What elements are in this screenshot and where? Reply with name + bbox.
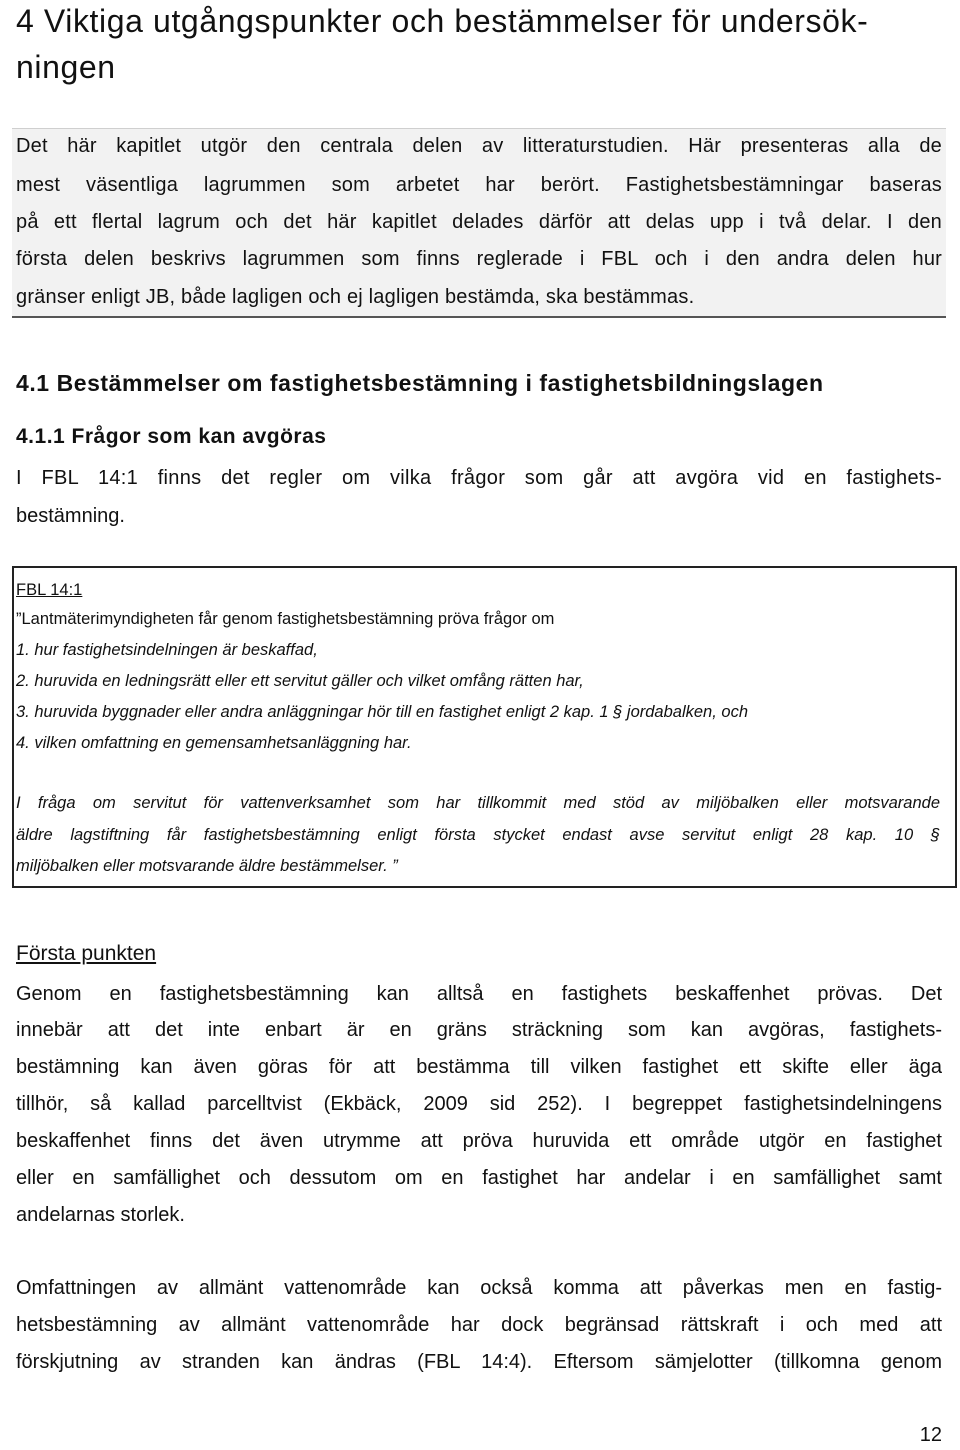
intro-line: mest väsentliga lagrummen som arbetet har berört. Fastighetsbestämningar baseras — [16, 174, 942, 196]
body-line: eller en samfällighet och dessutom om en fastighet har andelar i en samfällighet samt — [16, 1167, 942, 1189]
body-line: I FBL 14:1 finns det regler om vilka frågor som går att avgöra vid en fastighets- — [16, 467, 942, 489]
section-heading-4-1-1: 4.1.1 Frågor som kan avgöras — [16, 425, 327, 448]
body-line: förskjutning av stranden kan ändras (FBL 14:4). Eftersom sämjelotter (tillkomna genom — [16, 1351, 942, 1373]
law-reference: FBL 14:1 — [16, 581, 83, 599]
law-paragraph-line: miljöbalken eller motsvarande äldre bestämmelser. ” — [16, 857, 398, 875]
law-list-item: 1. hur fastighetsindelningen är beskaffad, — [16, 641, 318, 659]
body-line: hetsbestämning av allmänt vattenområde har dock begränsad rättskraft i och med att — [16, 1314, 942, 1336]
body-line: innebär att det inte enbart är en gräns sträckning som kan avgöras, fastighets- — [16, 1019, 942, 1041]
law-list-item: 2. huruvida en ledningsrätt eller ett servitut gäller och vilket omfång rätten har, — [16, 672, 584, 690]
body-line: andelarnas storlek. — [16, 1204, 185, 1226]
intro-line: gränser enligt JB, både lagligen och ej lagligen bestämda, ska bestämmas. — [16, 286, 695, 308]
intro-line: Det här kapitlet utgör den centrala delen av litteraturstudien. Här presenteras alla de — [16, 135, 942, 157]
intro-line: första delen beskrivs lagrummen som finns reglerade i FBL och i den andra delen hur — [16, 248, 942, 270]
law-paragraph-line: I fråga om servitut för vattenverksamhet som har tillkommit med stöd av miljöbalken eller motsvarande — [16, 794, 940, 812]
section-heading-4-1: 4.1 Bestämmelser om fastighetsbestämning i fastighetsbildningslagen — [16, 370, 824, 396]
law-list-item: 3. huruvida byggnader eller andra anläggningar hör till en fastighet enligt 2 kap. 1 § jordabalken, och — [16, 703, 748, 721]
body-line: Omfattningen av allmänt vattenområde kan också komma att påverkas men en fastig- — [16, 1277, 942, 1299]
body-line: beskaffenhet finns det även utrymme att pröva huruvida ett område utgör en fastighet — [16, 1130, 942, 1152]
chapter-title: 4 Viktiga utgångspunkter och bestämmelser för undersök-ningen — [16, 3, 869, 85]
body-line: Genom en fastighetsbestämning kan alltså en fastighets beskaffenhet prövas. Det — [16, 983, 942, 1005]
page-number: 12 — [919, 1424, 942, 1446]
law-quote-intro: ”Lantmäterimyndigheten får genom fastighetsbestämning pröva frågor om — [16, 610, 555, 628]
law-list-item: 4. vilken omfattning en gemensamhetsanläggning har. — [16, 734, 412, 752]
body-line: tillhör, så kallad parcelltvist (Ekbäck, 2009 sid 252). I begreppet fastighetsindelningens — [16, 1093, 942, 1115]
body-line: bestämning kan även göras för att bestämma till vilken fastighet ett skifte eller äga — [16, 1056, 942, 1078]
subsection-heading: Första punkten — [16, 942, 157, 965]
intro-line: på ett flertal lagrum och det här kapitlet delades därför att delas upp i två delar. I den — [16, 211, 942, 233]
law-paragraph-line: äldre lagstiftning får fastighetsbestämning enligt första stycket endast avse servitut enligt 28 kap. 10 § — [16, 826, 940, 844]
body-line: bestämning. — [16, 505, 125, 527]
